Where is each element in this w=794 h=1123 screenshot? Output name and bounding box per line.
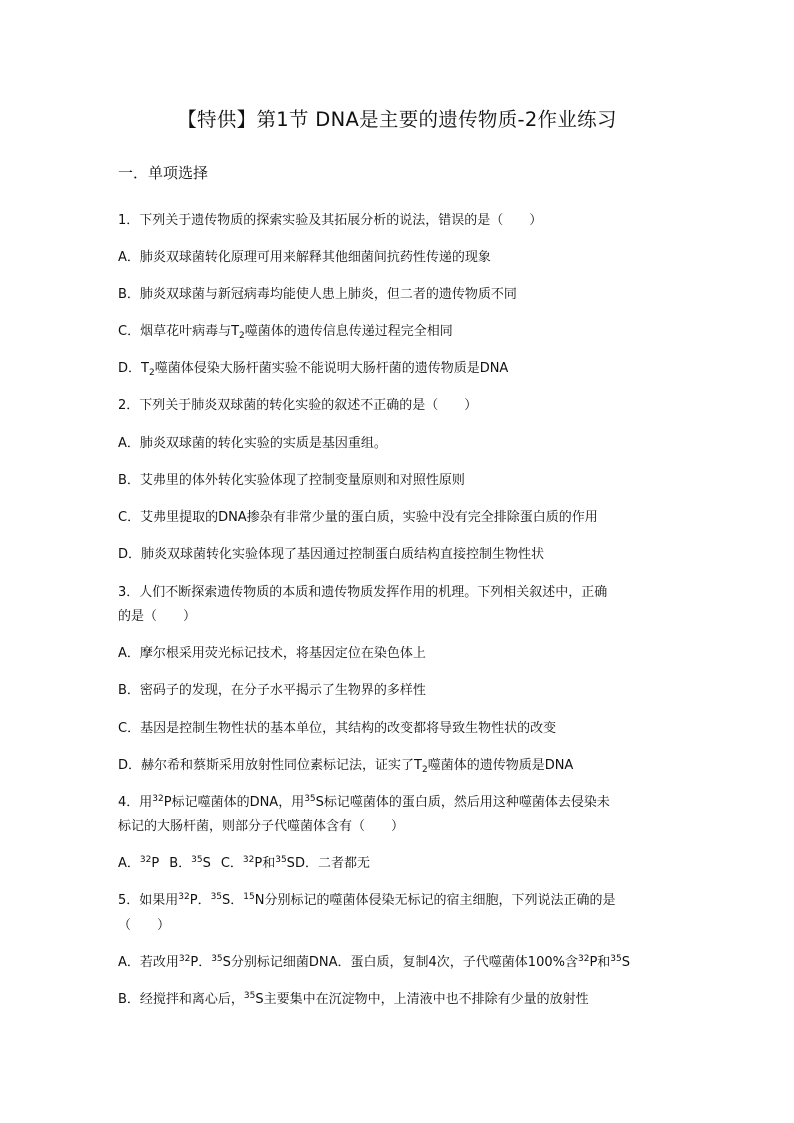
- text-run: D．赫尔希和蔡斯采用放射性同位素标记法，证实了T: [118, 758, 422, 773]
- text-run: S: [286, 856, 295, 871]
- superscript: 32: [178, 954, 191, 964]
- superscript: 32: [242, 855, 255, 865]
- superscript: 35: [243, 991, 256, 1001]
- question-2-option-b: B．艾弗里的体外转化实验体现了控制变量原则和对照性原则: [118, 473, 465, 488]
- text-run: A．若改用: [118, 955, 179, 970]
- question-1-option-c: [118, 320, 453, 339]
- question-3-option-a: A．摩尔根采用荧光标记技术，将基因定位在染色体上: [118, 646, 426, 661]
- superscript: 35: [275, 855, 287, 865]
- page-title: 【特供】第1节 DNA是主要的遗传物质-2作业练习: [177, 108, 617, 131]
- text-run: S分别标记细菌DNA．蛋白质，复制4次，子代噬菌体100%含: [222, 955, 578, 970]
- text-run: P．: [189, 893, 211, 908]
- question-1-option-a: A．肺炎双球菌转化原理可用来解释其他细菌间抗药性传递的现象: [118, 250, 491, 265]
- text-run: B．经搅拌和离心后，: [118, 992, 244, 1007]
- question-3-stem-line-1: 3．人们不断探索遗传物质的本质和遗传物质发挥作用的机理。下列相关叙述中，正确: [118, 585, 608, 600]
- question-5-stem-line-2: （ ）: [118, 918, 171, 933]
- superscript: 35: [211, 954, 223, 964]
- text-run: P标记噬菌体的DNA，用: [163, 795, 305, 810]
- text-run: P和: [589, 955, 611, 970]
- question-4-stem-line-1: [118, 791, 610, 810]
- superscript: 35: [210, 892, 223, 902]
- subscript: 2: [148, 368, 155, 378]
- text-run: S．: [222, 893, 244, 908]
- superscript: 32: [152, 794, 164, 804]
- superscript: 15: [243, 892, 255, 902]
- question-1-stem: 1．下列关于遗传物质的探索实验及其拓展分析的说法，错误的是（ ）: [118, 213, 543, 228]
- question-1-option-d: [118, 357, 508, 376]
- question-4-stem-line-2: 标记的大肠杆菌，则部分子代噬菌体含有（ ）: [118, 819, 405, 834]
- section-heading: 一．单项选择: [118, 164, 209, 182]
- text-run: 噬菌体的遗传物质是DNA: [427, 758, 574, 773]
- text-run: C．烟草花叶病毒与T: [118, 324, 240, 339]
- question-3-option-b: B．密码子的发现，在分子水平揭示了生物界的多样性: [118, 683, 426, 698]
- superscript: 35: [304, 794, 316, 804]
- text-run: D．T: [118, 361, 149, 376]
- superscript: 35: [610, 954, 622, 964]
- superscript: 35: [191, 855, 203, 865]
- question-4-options: [118, 852, 370, 871]
- question-2-option-a: A．肺炎双球菌的转化实验的实质是基因重组。: [118, 436, 387, 451]
- text-run: P．: [190, 955, 212, 970]
- superscript: 32: [139, 855, 152, 865]
- text-run: P: [151, 856, 160, 871]
- question-5-stem-line-1: [118, 889, 615, 908]
- text-run: P和: [254, 856, 276, 871]
- text-run: N分别标记的噬菌体侵染无标记的宿主细胞，下列说法正确的是: [254, 893, 616, 908]
- question-5-option-a: [118, 951, 630, 970]
- text-run: 噬菌体侵染大肠杆菌实验不能说明大肠杆菌的遗传物质是DNA: [154, 361, 509, 376]
- option-d-label: D．二者都无: [294, 856, 370, 871]
- text-run: 4．用: [118, 795, 153, 810]
- option-a-label: A．: [118, 856, 140, 871]
- question-2-option-d: D．肺炎双球菌转化实验体现了基因通过控制蛋白质结构直接控制生物性状: [118, 547, 545, 562]
- text-run: S标记噬菌体的蛋白质，然后用这种噬菌体去侵染未: [315, 795, 610, 810]
- subscript: 2: [239, 331, 245, 341]
- question-1-option-b: B．肺炎双球菌与新冠病毒均能使人患上肺炎，但二者的遗传物质不同: [118, 287, 517, 302]
- question-3-option-c: C．基因是控制生物性状的基本单位，其结构的改变都将导致生物性状的改变: [118, 721, 557, 736]
- text-run: S主要集中在沉淀物中，上清液中也不排除有少量的放射性: [255, 992, 589, 1007]
- superscript: 32: [178, 892, 190, 902]
- text-run: S: [621, 955, 630, 970]
- question-2-option-c: C．艾弗里提取的DNA掺杂有非常少量的蛋白质，实验中没有完全排除蛋白质的作用: [118, 510, 598, 525]
- question-3-option-d: [118, 754, 573, 773]
- question-3-stem-line-2: 的是（ ）: [118, 609, 197, 624]
- subscript: 2: [421, 765, 428, 775]
- superscript: 32: [577, 954, 590, 964]
- question-5-option-b: [118, 988, 589, 1007]
- text-run: S: [202, 856, 211, 871]
- text-run: 噬菌体的遗传信息传递过程完全相同: [244, 324, 453, 339]
- option-b-label: B．: [169, 856, 192, 871]
- question-2-stem: 2．下列关于肺炎双球菌的转化实验的叙述不正确的是（ ）: [118, 398, 478, 413]
- option-c-label: C．: [220, 856, 243, 871]
- text-run: 5．如果用: [118, 893, 179, 908]
